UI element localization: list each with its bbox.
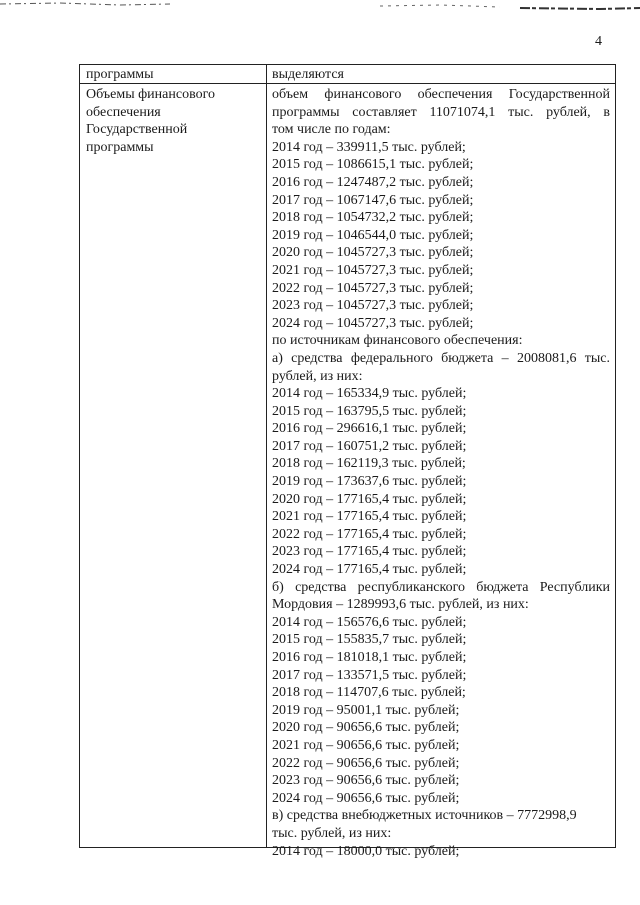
value-line: 2016 год – 181018,1 тыс. рублей; <box>272 650 467 665</box>
value-line: по источникам финансового обеспечения: <box>272 333 523 349</box>
value-line: 2016 год – 296616,1 тыс. рублей; <box>272 421 467 437</box>
value-line: 2018 год – 1054732,2 тыс. рублей; <box>272 210 474 226</box>
value-line: в) средства внебюджетных источников – 7772998,9 <box>272 808 577 824</box>
value-line: 2019 год – 95001,1 тыс. рублей; <box>272 702 460 718</box>
value-line: рублей, из них: <box>272 368 363 384</box>
value-line: б) средства республиканского бюджета Республики <box>272 579 610 595</box>
value-line: 2020 год – 177165,4 тыс. рублей; <box>272 491 467 507</box>
value-line: 2015 год – 163795,5 тыс. рублей; <box>272 403 467 419</box>
value-line: 2022 год – 90656,6 тыс. рублей; <box>272 755 460 771</box>
value-line: 2021 год – 177165,4 тыс. рублей; <box>272 509 467 525</box>
value-line: 2018 год – 162119,3 тыс. рублей; <box>272 456 466 472</box>
row-value-cell <box>272 86 610 860</box>
value-line: 2023 год – 1045727,3 тыс. рублей; <box>272 298 474 314</box>
value-line: 2014 год – 339911,5 тыс. рублей; <box>272 139 466 155</box>
row-label-line: Государственной <box>86 122 188 137</box>
value-line: тыс. рублей, из них: <box>272 825 392 841</box>
row-label-line: Объемы финансового <box>86 87 215 102</box>
page-number: 4 <box>595 34 602 49</box>
row-label-line: обеспечения <box>86 104 161 120</box>
value-line: 2022 год – 177165,4 тыс. рублей; <box>272 526 467 542</box>
header-row-divider <box>80 83 615 84</box>
row-label-line: программы <box>86 139 154 155</box>
row-label-cell <box>86 86 262 156</box>
value-line: 2017 год – 160751,2 тыс. рублей; <box>272 438 467 454</box>
value-line: 2016 год – 1247487,2 тыс. рублей; <box>272 174 474 190</box>
value-line: а) средства федерального бюджета – 2008081,6 тыс. <box>272 350 610 366</box>
value-line: программы составляет 11071074,1 тыс. рублей, в <box>272 104 610 120</box>
value-line: 2023 год – 177165,4 тыс. рублей; <box>272 544 467 560</box>
value-line: 2017 год – 1067147,6 тыс. рублей; <box>272 192 474 208</box>
value-line: 2014 год – 165334,9 тыс. рублей; <box>272 386 467 402</box>
value-line: 2015 год – 1086615,1 тыс. рублей; <box>272 157 474 173</box>
value-line: 2019 год – 173637,6 тыс. рублей; <box>272 474 467 490</box>
value-line: 2021 год – 90656,6 тыс. рублей; <box>272 737 460 753</box>
value-line: 2019 год – 1046544,0 тыс. рублей; <box>272 227 474 243</box>
value-line: 2024 год – 1045727,3 тыс. рублей; <box>272 315 474 331</box>
value-line: 2024 год – 90656,6 тыс. рублей; <box>272 790 460 806</box>
value-line: 2023 год – 90656,6 тыс. рублей; <box>272 773 460 789</box>
value-line: 2018 год – 114707,6 тыс. рублей; <box>272 685 466 701</box>
value-line: объем финансового обеспечения Государственной <box>272 87 610 102</box>
value-line: 2020 год – 90656,6 тыс. рублей; <box>272 720 460 736</box>
header-right-cell: выделяются <box>272 67 344 82</box>
value-line: Мордовия – 1289993,6 тыс. рублей, из них: <box>272 597 529 613</box>
value-line: 2022 год – 1045727,3 тыс. рублей; <box>272 280 474 296</box>
scan-edge-artifact <box>0 0 640 14</box>
financing-table <box>79 64 616 859</box>
value-line: 2020 год – 1045727,3 тыс. рублей; <box>272 245 474 261</box>
value-line: 2014 год – 18000,0 тыс. рублей; <box>272 843 460 859</box>
value-line: 2017 год – 133571,5 тыс. рублей; <box>272 667 467 683</box>
column-divider <box>266 65 267 847</box>
value-line: 2021 год – 1045727,3 тыс. рублей; <box>272 262 474 278</box>
value-line: 2014 год – 156576,6 тыс. рублей; <box>272 614 467 630</box>
value-line: том числе по годам: <box>272 122 391 138</box>
value-line: 2015 год – 155835,7 тыс. рублей; <box>272 632 467 648</box>
header-left-cell: программы <box>86 67 154 82</box>
value-line: 2024 год – 177165,4 тыс. рублей; <box>272 562 467 578</box>
